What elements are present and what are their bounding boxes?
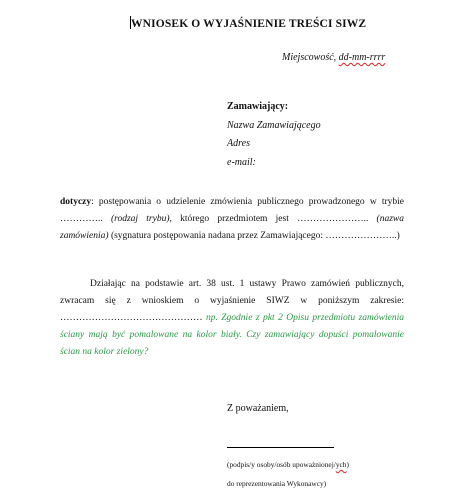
- document-title: [130, 16, 366, 30]
- signature-caption: [227, 455, 349, 493]
- place-label: Miejscowość,: [282, 52, 337, 63]
- request-intro: Działając na podstawie art. 38 ust. 1 ustawy Prawo zamówień publicznych, zwracam się z wnioskiem o wyjaśnienie SIWZ w poniższym zakresie: ………………………………………: [60, 279, 404, 323]
- document-title-text: WNIOSEK O WYJAŚNIENIE TREŚCI SIWZ: [131, 18, 367, 30]
- recipient-address: Adres: [227, 138, 250, 149]
- subject-mode: (rodzaj trybu): [110, 214, 170, 224]
- closing-regards: Z poważaniem,: [227, 403, 289, 414]
- signature-caption-c: ): [346, 460, 349, 469]
- signature-caption-line1: [227, 455, 349, 474]
- signature-line: [227, 447, 334, 448]
- recipient-email: e-mail:: [227, 156, 256, 168]
- subject-object: (nazwa zamówienia): [60, 214, 404, 241]
- subject-text-2: , którego przedmiotem jest …………………..: [169, 214, 369, 224]
- signature-caption-b: ych: [335, 460, 347, 469]
- request-paragraph: [60, 276, 404, 361]
- date-placeholder: dd-mm-rrrr: [338, 52, 386, 63]
- recipient-name: Nazwa Zamawiającego: [227, 119, 321, 131]
- recipient-block: [227, 98, 321, 172]
- subject-paragraph: [60, 194, 404, 245]
- request-question: np. Zgodnie z pkt 2 Opisu przedmiotu zamówienia ściany mają być pomalowane na kolor biały. Czy zamawiający dopuści pomalowanie ścian na kolor zielony?: [60, 313, 405, 357]
- signature-caption-a: (podpis/y osoby/osób upoważnionej/: [227, 460, 336, 469]
- subject-text-3: (sygnatura postępowania nadana przez Zamawiającego: …………………..): [108, 231, 400, 241]
- signature-caption-line2: do reprezentowania Wykonawcy): [227, 479, 327, 488]
- recipient-label: Zamawiający:: [227, 101, 289, 112]
- place-date: [282, 52, 385, 63]
- subject-dots: …………..: [60, 214, 103, 224]
- subject-label: dotyczy: [60, 197, 92, 207]
- subject-text-1: : postępowania o udzielenie zmówienia publicznego prowadzonego w trybie: [91, 197, 404, 207]
